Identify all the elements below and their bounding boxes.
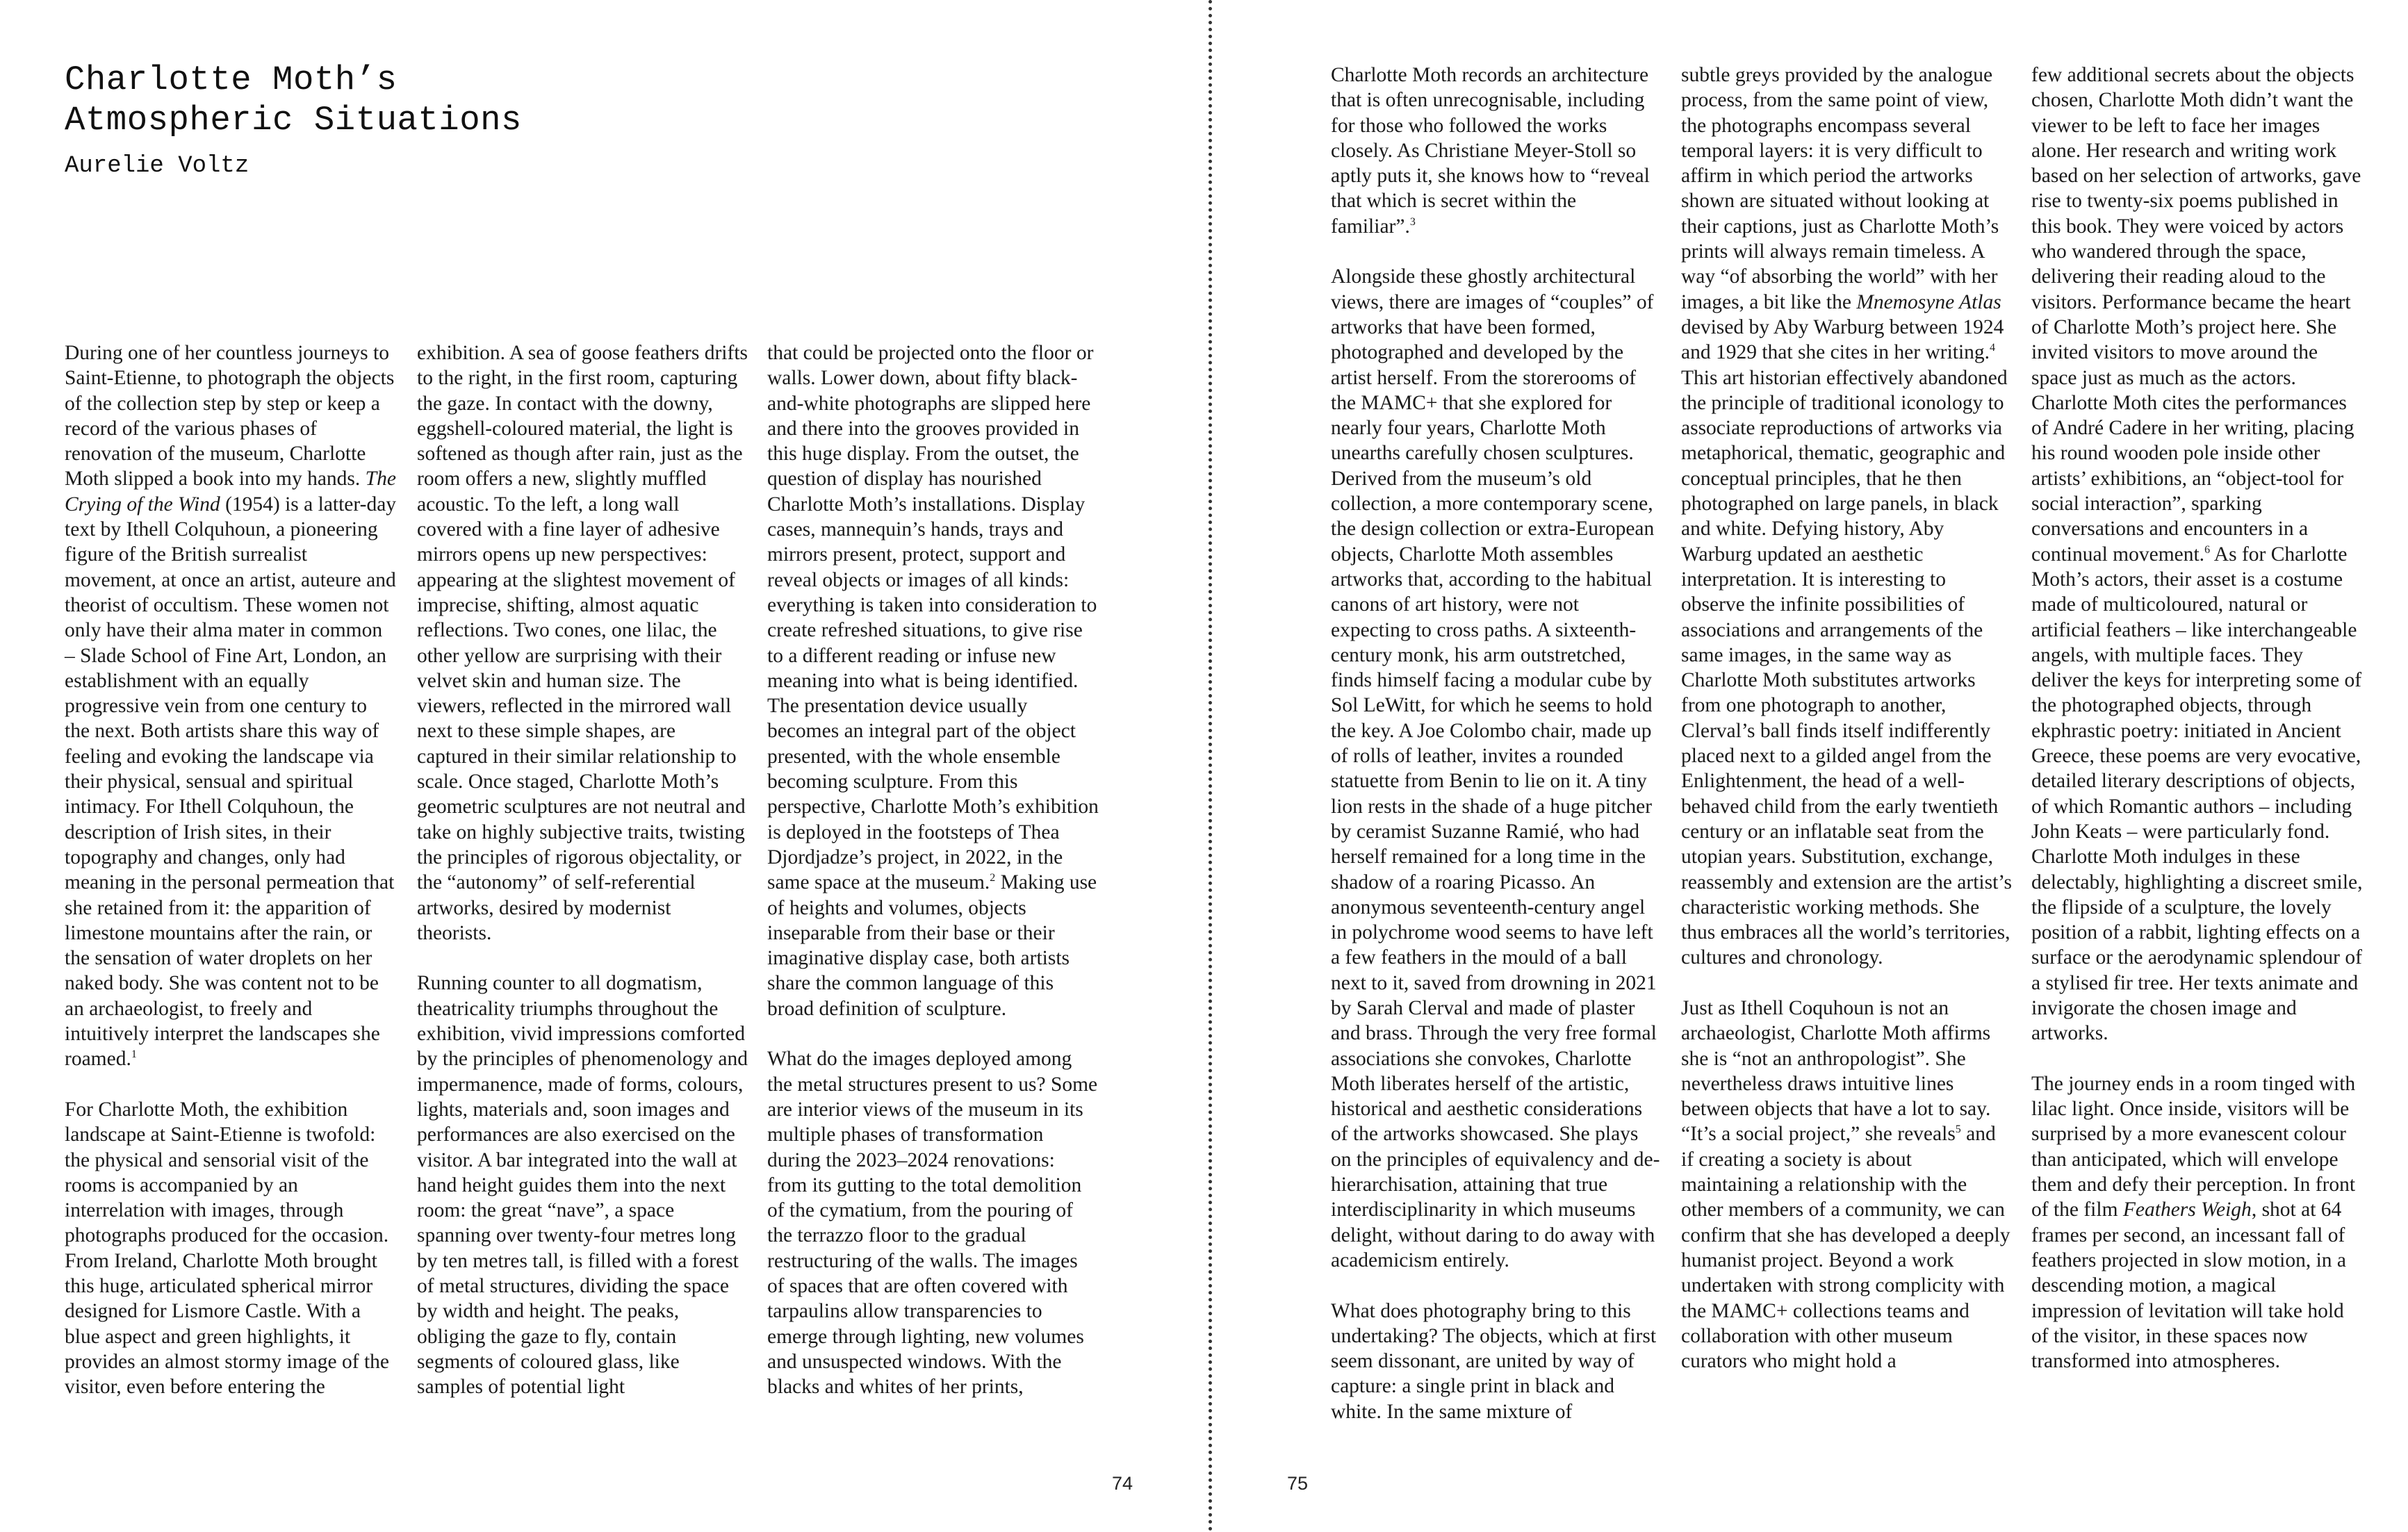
text-column-6 — [2031, 63, 2364, 1399]
paragraph — [1331, 63, 1663, 239]
paragraph — [65, 1097, 397, 1400]
text-run: Running counter to all dogmatism, theatricality triumphs throughout the exhibition, vivid impressions comforted by the principles of phenomenology and impermanence, made of forms, colours, lights, materials and, soon images and performances are also exercised on the visitor. A bar integrated into the wall at hand height guides them into the next room: the great “nave”, a space spanning over twenty-four metres long by ten metres tall, is filled with a forest of metal structures, dividing the space by width and height. The peaks, obliging the gaze to fly, contain segments of coloured glass, like samples of potential light — [417, 972, 748, 1399]
footnote-marker: 5 — [1955, 1123, 1961, 1136]
italic-title: Feathers Weigh — [2122, 1199, 2252, 1221]
text-column-5 — [1681, 63, 2013, 1399]
text-run: Alongside these ghostly architectural views, there are images of “couples” of artworks that have been formed, photographed and developed by the artist herself. From the storerooms of the MAMC+ that she explored for nearly four years, Charlotte Moth unearths carefully chosen sculptures. Derived from the museum’s old collection, a more contemporary scene, the design collection or extra-European objects, Charlotte Moth assembles artworks that, according to the habitual canons of art history, were not expecting to cross paths. A sixteenth-century monk, his arm outstretched, finds himself facing a modular cube by Sol LeWitt, for which he seems to hold the key. A Joe Colombo chair, made up of rolls of leather, invites a rounded statuette from Benin to lie on it. A tiny lion rests in the shade of a huge pitcher by ceramist Suzanne Ramié, who had herself remained for a long time in the shadow of a roaring Picasso. An anonymous seventeenth-century angel in polychrome wood seems to have left a few feathers in the mould of a ball next to it, saved from drowning in 2021 by Sarah Clerval and made of plaster and brass. Through the very free formal associations she convokes, Charlotte Moth liberates herself of the artistic, historical and aesthetic considerations of the artworks showcased. She plays on the principles of equivalency and de-hierarchisation, attaining that true interdisciplinarity in which museums delight, without daring to do away with academicism entirely. — [1331, 265, 1660, 1271]
footnote-marker: 2 — [990, 872, 996, 884]
title-line-2: Atmospheric Situations — [65, 101, 522, 140]
paragraph — [65, 340, 397, 1072]
paragraph — [1331, 1299, 1663, 1424]
text-run: exhibition. A sea of goose feathers drifts to the right, in the first room, capturing the gaze. In contact with the downy, eggshell-coloured material, the light is softened as though after rain, just as the room offers a new, slightly muffled acoustic. To the left, a long wall covered with a fine layer of adhesive mirrors opens up new perspectives: appearing at the slightest movement of imprecise, shifting, almost aquatic reflections. Two cones, one lilac, the other yellow are surprising with their velvet skin and human size. The viewers, reflected in the mirrored wall next to these simple shapes, are captured in their similar relationship to scale. Once staged, Charlotte Moth’s geometric sculptures are not neutral and take on highly subjective traits, twisting the principles of rigorous objectality, or the “autonomy” of self-referential artworks, desired by modernist theorists. — [417, 342, 748, 944]
footnote-marker: 1 — [131, 1048, 137, 1061]
paragraph — [1331, 264, 1663, 1273]
paragraph — [1681, 996, 2013, 1374]
text-run: , shot at 64 frames per second, an incessant fall of feathers projected in slow motion, in a descending motion, a magical impression of levitation will take hold of the visitor, in these spaces now transformed into atmospheres. — [2031, 1199, 2347, 1373]
text-run: Just as Ithell Coquhoun is not an archaeologist, Charlotte Moth affirms she is “not an anthropologist”. She nevertheless draws intuitive lines between objects that have a lot to say. “It’s a social project,” she reveals — [1681, 996, 1991, 1146]
text-run: The journey ends in a room tinged with lilac light. Once inside, visitors will be surprised by a more evanescent colour than anticipated, which will envelope them and defy their perception. In front of the film — [2031, 1072, 2356, 1221]
paragraph — [2031, 1071, 2364, 1374]
text-run: (1954) is a latter-day text by Ithell Colquhoun, a pioneering figure of the British surrealist movement, at once an artist, auteure and theorist of occultism. These women not only have their alma mater in common – Slade School of Fine Art, London, an establishment with an equally progressive vein from one century to the next. Both artists share this way of feeling and evoking the landscape via their physical, sensual and spiritual intimacy. For Ithell Colquhoun, the description of Irish sites, in their topography and changes, only had meaning in the personal permeation that she retained from it: the apparition of limestone mountains after the rain, or the sensation of water droplets on her naked body. She was content not to be an archaeologist, to freely and intuitively interpret the landscapes she roamed. — [65, 493, 397, 1071]
text-run: Making use of heights and volumes, objects inseparable from their base or their imaginative display case, both artists share the common language of this broad definition of sculpture. — [767, 871, 1097, 1020]
page-number-right: 75 — [1287, 1473, 1309, 1494]
text-run: that could be projected onto the floor or walls. Lower down, about fifty black-and-white photographs are slipped here and there into the grooves provided in this huge display. From the outset, the question of display has nourished Charlotte Moth’s installations. Display cases, mannequin’s hands, trays and mirrors present, protect, support and reveal objects or images of all kinds: everything is taken into consideration to create refreshed situations, to give rise to a different reading or infuse new meaning into what is being identified. The presentation device usually becomes an integral part of the object presented, with the whole ensemble becoming sculpture. From this perspective, Charlotte Moth’s exhibition is deployed in the footsteps of Thea Djordjadze’s project, in 2022, in the same space at the museum. — [767, 342, 1099, 894]
article-title — [65, 60, 522, 140]
text-run: few additional secrets about the objects chosen, Charlotte Moth didn’t want the viewer to be left to face her images alone. Her research and writing work based on her selection of artworks, gave rise to twenty-six poems published in this book. They were voiced by actors who wandered through the space, delivering their reading aloud to the visitors. Performance became the heart of Charlotte Moth’s project here. She invited visitors to move around the space just as much as the actors. Charlotte Moth cites the performances of André Cadere in her writing, placing his round wooden pole inside other artists’ exhibitions, an “object-tool for social interaction”, sparking conversations and encounters in a continual movement. — [2031, 64, 2361, 566]
title-line-1: Charlotte Moth’s — [65, 60, 398, 99]
paragraph — [767, 1046, 1099, 1399]
text-run: Charlotte Moth records an architecture that is often unrecognisable, including for those who followed the works closely. As Christiane Meyer-Stoll so aptly puts it, she knows how to “reveal that which is secret within the familiar”. — [1331, 64, 1650, 238]
italic-title: Mnemosyne Atlas — [1856, 290, 2001, 313]
text-column-4 — [1331, 63, 1663, 1449]
article-author: Aurelie Voltz — [65, 153, 249, 179]
text-run: What do the images deployed among the metal structures present to us? Some are interior views of the museum in its multiple phases of transformation during the 2023–2024 renovations: from its gutting to the total demolition of the cymatium, from the pouring of the terrazzo floor to the gradual restructuring of the walls. The images of spaces that are often covered with tarpaulins allow transparencies to emerge through lighting, new volumes and unsuspected windows. With the blacks and whites of her prints, — [767, 1048, 1098, 1399]
text-run: For Charlotte Moth, the exhibition landscape at Saint-Etienne is twofold: the physical and sensorial visit of the rooms is accompanied by an interrelation with images, through photographs produced for the occasion. From Ireland, Charlotte Moth brought this huge, articulated spherical mirror designed for Lismore Castle. With a blue aspect and green highlights, it provides an almost stormy image of the visitor, even before entering the — [65, 1098, 389, 1399]
text-run: and if creating a society is about maintaining a relationship with the other members of a community, we can confirm that she has developed a deeply humanist project. Beyond a work undertaken with strong complicity with the MAMC+ collections teams and collaboration with other museum curators who might hold a — [1681, 1123, 2010, 1373]
paragraph — [417, 971, 749, 1399]
text-column-3 — [767, 340, 1099, 1425]
paragraph — [2031, 63, 2364, 1046]
page-number-left: 74 — [1112, 1473, 1133, 1494]
footnote-marker: 6 — [2204, 543, 2211, 556]
text-run: devised by Aby Warburg between 1924 and 1929 that she cites in her writing. — [1681, 315, 2004, 364]
paragraph — [417, 340, 749, 946]
footnote-marker: 4 — [1990, 342, 1996, 354]
text-run: This art historian effectively abandoned the principle of traditional iconology to associate reproductions of artworks via metaphorical, thematic, geographic and conceptual principles, that he then photographed on large panels, in black and white. Defying history, Aby Warburg updated an aesthetic interpretation. It is interesting to observe the infinite possibilities of associations and arrangements of the same images, in the same way as Charlotte Moth substitutes artworks from one photograph to another, Clerval’s ball finds itself indifferently placed next to a gilded angel from the Enlightenment, the head of a well-behaved child from the early twentieth century or an inflatable seat from the utopian years. Substitution, exchange, reassembly and extension are the artist’s characteristic working methods. She thus embraces all the world’s territories, cultures and chronology. — [1681, 366, 2012, 969]
text-run: subtle greys provided by the analogue process, from the same point of view, the photographs encompass several temporal layers: it is very difficult to affirm in which period the artworks shown are situated without looking at their captions, just as Charlotte Moth’s prints will always remain timeless. A way “of absorbing the world” with her images, a bit like the — [1681, 64, 1999, 313]
paragraph — [1681, 63, 2013, 971]
page-gutter-divider — [1209, 0, 1212, 1532]
text-column-1 — [65, 340, 397, 1425]
text-run: As for Charlotte Moth’s actors, their asset is a costume made of multicoloured, natural or artificial feathers – like interchangeable angels, with multiple faces. They deliver the keys for interpreting some of the photographed objects, through ekphrastic poetry: initiated in Ancient Greece, these poems are very evocative, detailed literary descriptions of objects, of which Romantic authors – including John Keats – were particularly fond. Charlotte Moth indulges in these delectably, highlighting a discreet smile, the flipside of a sculpture, the lovely position of a rabbit, lighting effects on a surface or the aerodynamic splendour of a stylised fir tree. Her texts animate and invigorate the chosen image and artworks. — [2031, 543, 2363, 1045]
italic-title: The Crying of the Wind — [65, 468, 396, 516]
paragraph — [767, 340, 1099, 1021]
text-run: During one of her countless journeys to Saint-Etienne, to photograph the objects of the collection step by step or keep a record of the various phases of renovation of the museum, Charlotte Moth slipped a book into my hands. — [65, 342, 395, 491]
text-run: What does photography bring to this undertaking? The objects, which at first seem dissonant, are united by way of capture: a single print in black and white. In the same mixture of — [1331, 1299, 1657, 1423]
footnote-marker: 3 — [1409, 215, 1416, 228]
text-column-2 — [417, 340, 749, 1425]
